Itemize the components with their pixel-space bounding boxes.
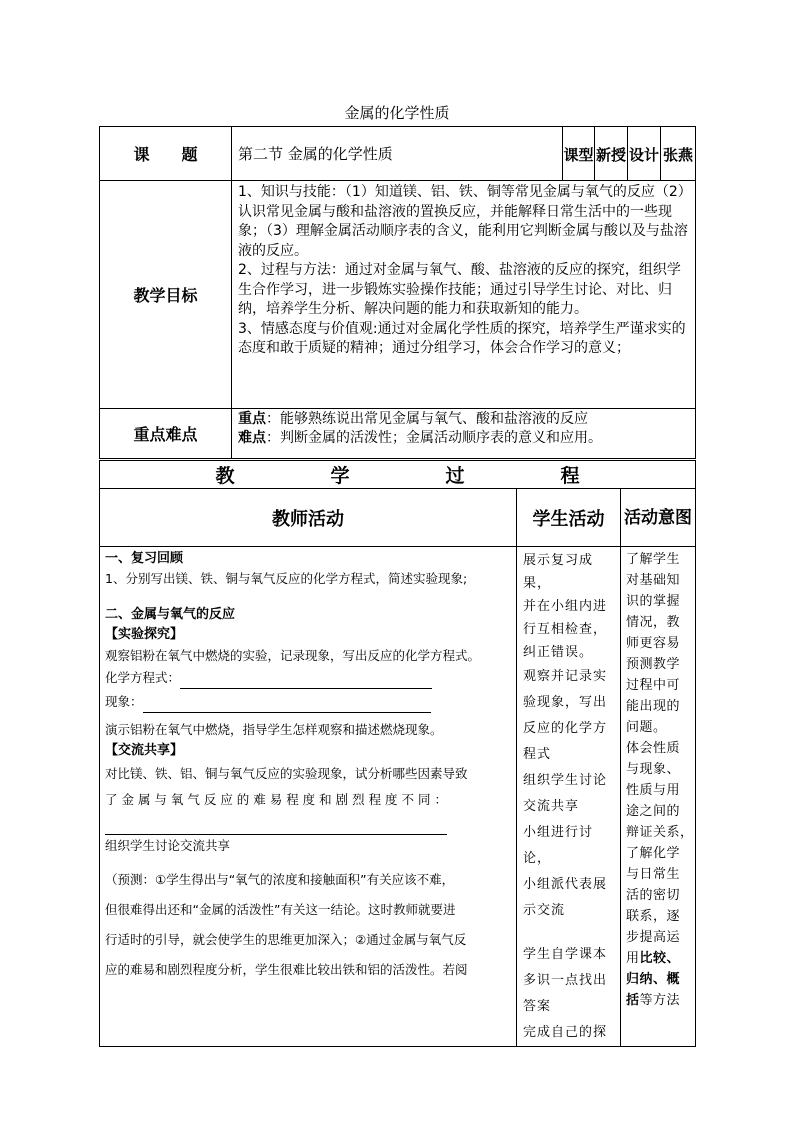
intent-line: 师更容易	[626, 636, 681, 651]
predict-1: （预测：①学生得出与“氧气的浓度和接触面积”有关应该不难，	[105, 872, 455, 887]
process-char-1: 教	[215, 465, 235, 487]
equation-line	[105, 667, 512, 689]
predict-2: 但很难得出还和“金属的活泼性”有关这一结论。这时教师就要进	[105, 902, 456, 917]
key-points-label: 重点难点	[100, 409, 232, 459]
intent-line: 识的掌握	[626, 594, 681, 609]
review-task: 1、分别写出镁、铁、铜与氧气反应的化学方程式，简述实验现象;	[105, 571, 468, 586]
designer-label: 设计	[628, 127, 661, 181]
share-text-2: 了 金 属 与 氧 气 反 应 的 难 易 程 度 和 剧 烈 程 度 不 同 ：	[105, 792, 447, 807]
equation-blank[interactable]	[180, 688, 432, 689]
intent-line: 与现象、	[626, 762, 681, 777]
phenomenon-label: 现象：	[105, 694, 143, 709]
predict-3: 行适时的引导，就会使学生的思维更加深入；②通过金属与氧气反	[105, 932, 467, 947]
intent-last-post: 等方法	[639, 993, 681, 1008]
student-line: 并在小组内进	[523, 599, 608, 614]
explore-label: 【实验探究】	[105, 627, 184, 642]
col-student-header: 学生活动	[517, 489, 621, 547]
process-char-3: 过	[445, 465, 465, 487]
student-activity	[517, 547, 621, 1047]
intent-line: 能出现的	[626, 699, 681, 714]
activity-intent	[621, 547, 696, 1047]
topic-value: 第二节 金属的化学性质	[232, 127, 563, 181]
student-line: 小组派代表展	[523, 877, 608, 892]
student-line: 纠正错误。	[523, 645, 594, 660]
intent-line: 辩证关系，	[626, 825, 694, 840]
answer-line	[105, 813, 512, 835]
type-label: 课型	[563, 127, 595, 181]
section-oxygen-title: 二、金属与氧气的反应	[105, 607, 236, 622]
student-line: 观察并记录实	[523, 669, 608, 684]
phenomenon-line	[105, 691, 512, 713]
equation-label: 化学方程式：	[105, 670, 181, 685]
difficulty-label: 难点	[238, 430, 266, 446]
goal-knowledge: 1、知识与技能：（1）知道镁、铝、铁、铜等常见金属与氧气的反应（2）认识常见金属与酸和盐溶液的置换反应，并能解释日常生活中的一些现象；（3）理解金属活动顺序表的含义，能利用它判断金属与酸以及与盐溶液的反应。	[238, 184, 688, 259]
teacher-activity	[100, 547, 517, 1047]
share-text-1: 对比镁、铁、铝、铜与氧气反应的实验现象，试分析哪些因素导致	[105, 766, 468, 781]
goals-content	[232, 181, 696, 409]
focus-text: ：能够熟练说出常见金属与氧气、酸和盐溶液的反应	[266, 411, 588, 427]
type-value: 新授	[595, 127, 628, 181]
intent-line: 了解化学	[626, 846, 681, 861]
focus-line	[238, 410, 691, 429]
col-teacher-header: 教师活动	[100, 489, 517, 547]
intent-bold-3: 括	[626, 993, 640, 1008]
intent-line: 体会性质	[626, 741, 681, 756]
intent-line: 预测教学	[626, 657, 681, 672]
goal-process: 2、过程与方法：通过对金属与氧气、酸、盐溶液的反应的探究，组织学生合作学习，进一步锻炼实验操作技能；通过引导学生讨论、对比、归纳，培养学生分析、解决问题的能力和获取新知的能力。	[238, 262, 681, 317]
process-char-2: 学	[330, 465, 350, 487]
student-line: 交流共享	[523, 799, 580, 814]
designer-value: 张燕	[661, 127, 696, 181]
answer-blank[interactable]	[105, 816, 447, 835]
topic-label: 课 题	[100, 127, 232, 181]
col-intent-header: 活动意图	[621, 489, 696, 547]
intent-line: 途之间的	[626, 804, 681, 819]
student-line: 完成自己的探	[523, 1025, 608, 1040]
focus-label: 重点	[238, 411, 266, 427]
intent-line: 过程中可	[626, 678, 681, 693]
intent-bold-2: 归纳、概	[626, 972, 681, 987]
student-line: 学生自学课本	[523, 947, 608, 962]
intent-line: 问题。	[626, 720, 667, 735]
goals-label: 教学目标	[100, 181, 232, 409]
goal-attitude: 3、情感态度与价值观:通过对金属化学性质的探究，培养学生严谨求实的态度和敢于质疑的精神；通过分组学习，体会合作学习的意义；	[238, 320, 686, 356]
section-review-title: 一、复习回顾	[105, 551, 184, 566]
student-line: 展示复习成果，	[523, 553, 594, 591]
explore-text: 观察铝粉在氧气中燃烧的实验，记录现象，写出反应的化学方程式。	[105, 648, 481, 663]
intent-line: 用	[626, 951, 640, 966]
intent-line: 情况，教	[626, 615, 681, 630]
student-line: 小组进行讨论，	[523, 825, 594, 866]
document-title: 金属的化学性质	[344, 104, 450, 122]
student-line: 多识一点找出	[523, 973, 608, 988]
predict-4: 应的难易和剧烈程度分析，学生很难比较出铁和铝的活泼性。若阅	[105, 962, 468, 977]
process-table	[99, 460, 696, 1047]
intent-line: 对基础知	[626, 573, 681, 588]
intent-line: 联系，逐	[626, 909, 681, 924]
intent-line: 了解学生	[626, 552, 681, 567]
student-line: 验现象，写出	[523, 695, 608, 710]
discuss-text: 组织学生讨论交流共享	[105, 838, 231, 853]
process-title	[100, 461, 696, 489]
student-line: 程式	[523, 747, 552, 762]
student-line: 组织学生讨论	[523, 773, 608, 788]
intent-line: 活的密切	[626, 888, 681, 903]
difficulty-text: ：判断金属的活泼性；金属活动顺序表的意义和应用。	[266, 430, 602, 446]
lesson-info-table	[99, 126, 696, 459]
share-label: 【交流共享】	[105, 743, 184, 758]
intent-line: 性质与用	[626, 783, 681, 798]
student-line: 行互相检查，	[523, 622, 608, 637]
process-char-4: 程	[560, 465, 580, 487]
difficulty-line	[238, 429, 691, 448]
intent-bold-1: 比较、	[639, 951, 681, 966]
student-line	[523, 924, 616, 942]
student-line: 示交流	[523, 903, 566, 918]
phenomenon-blank[interactable]	[143, 712, 431, 713]
demo-text: 演示铝粉在氧气中燃烧，指导学生怎样观察和描述燃烧现象。	[105, 722, 443, 737]
intent-line: 步提高运	[626, 930, 681, 945]
intent-line: 与日常生	[626, 867, 681, 882]
student-line: 反应的化学方	[523, 721, 608, 736]
key-points-content	[232, 409, 696, 459]
student-line: 答案	[523, 999, 552, 1014]
